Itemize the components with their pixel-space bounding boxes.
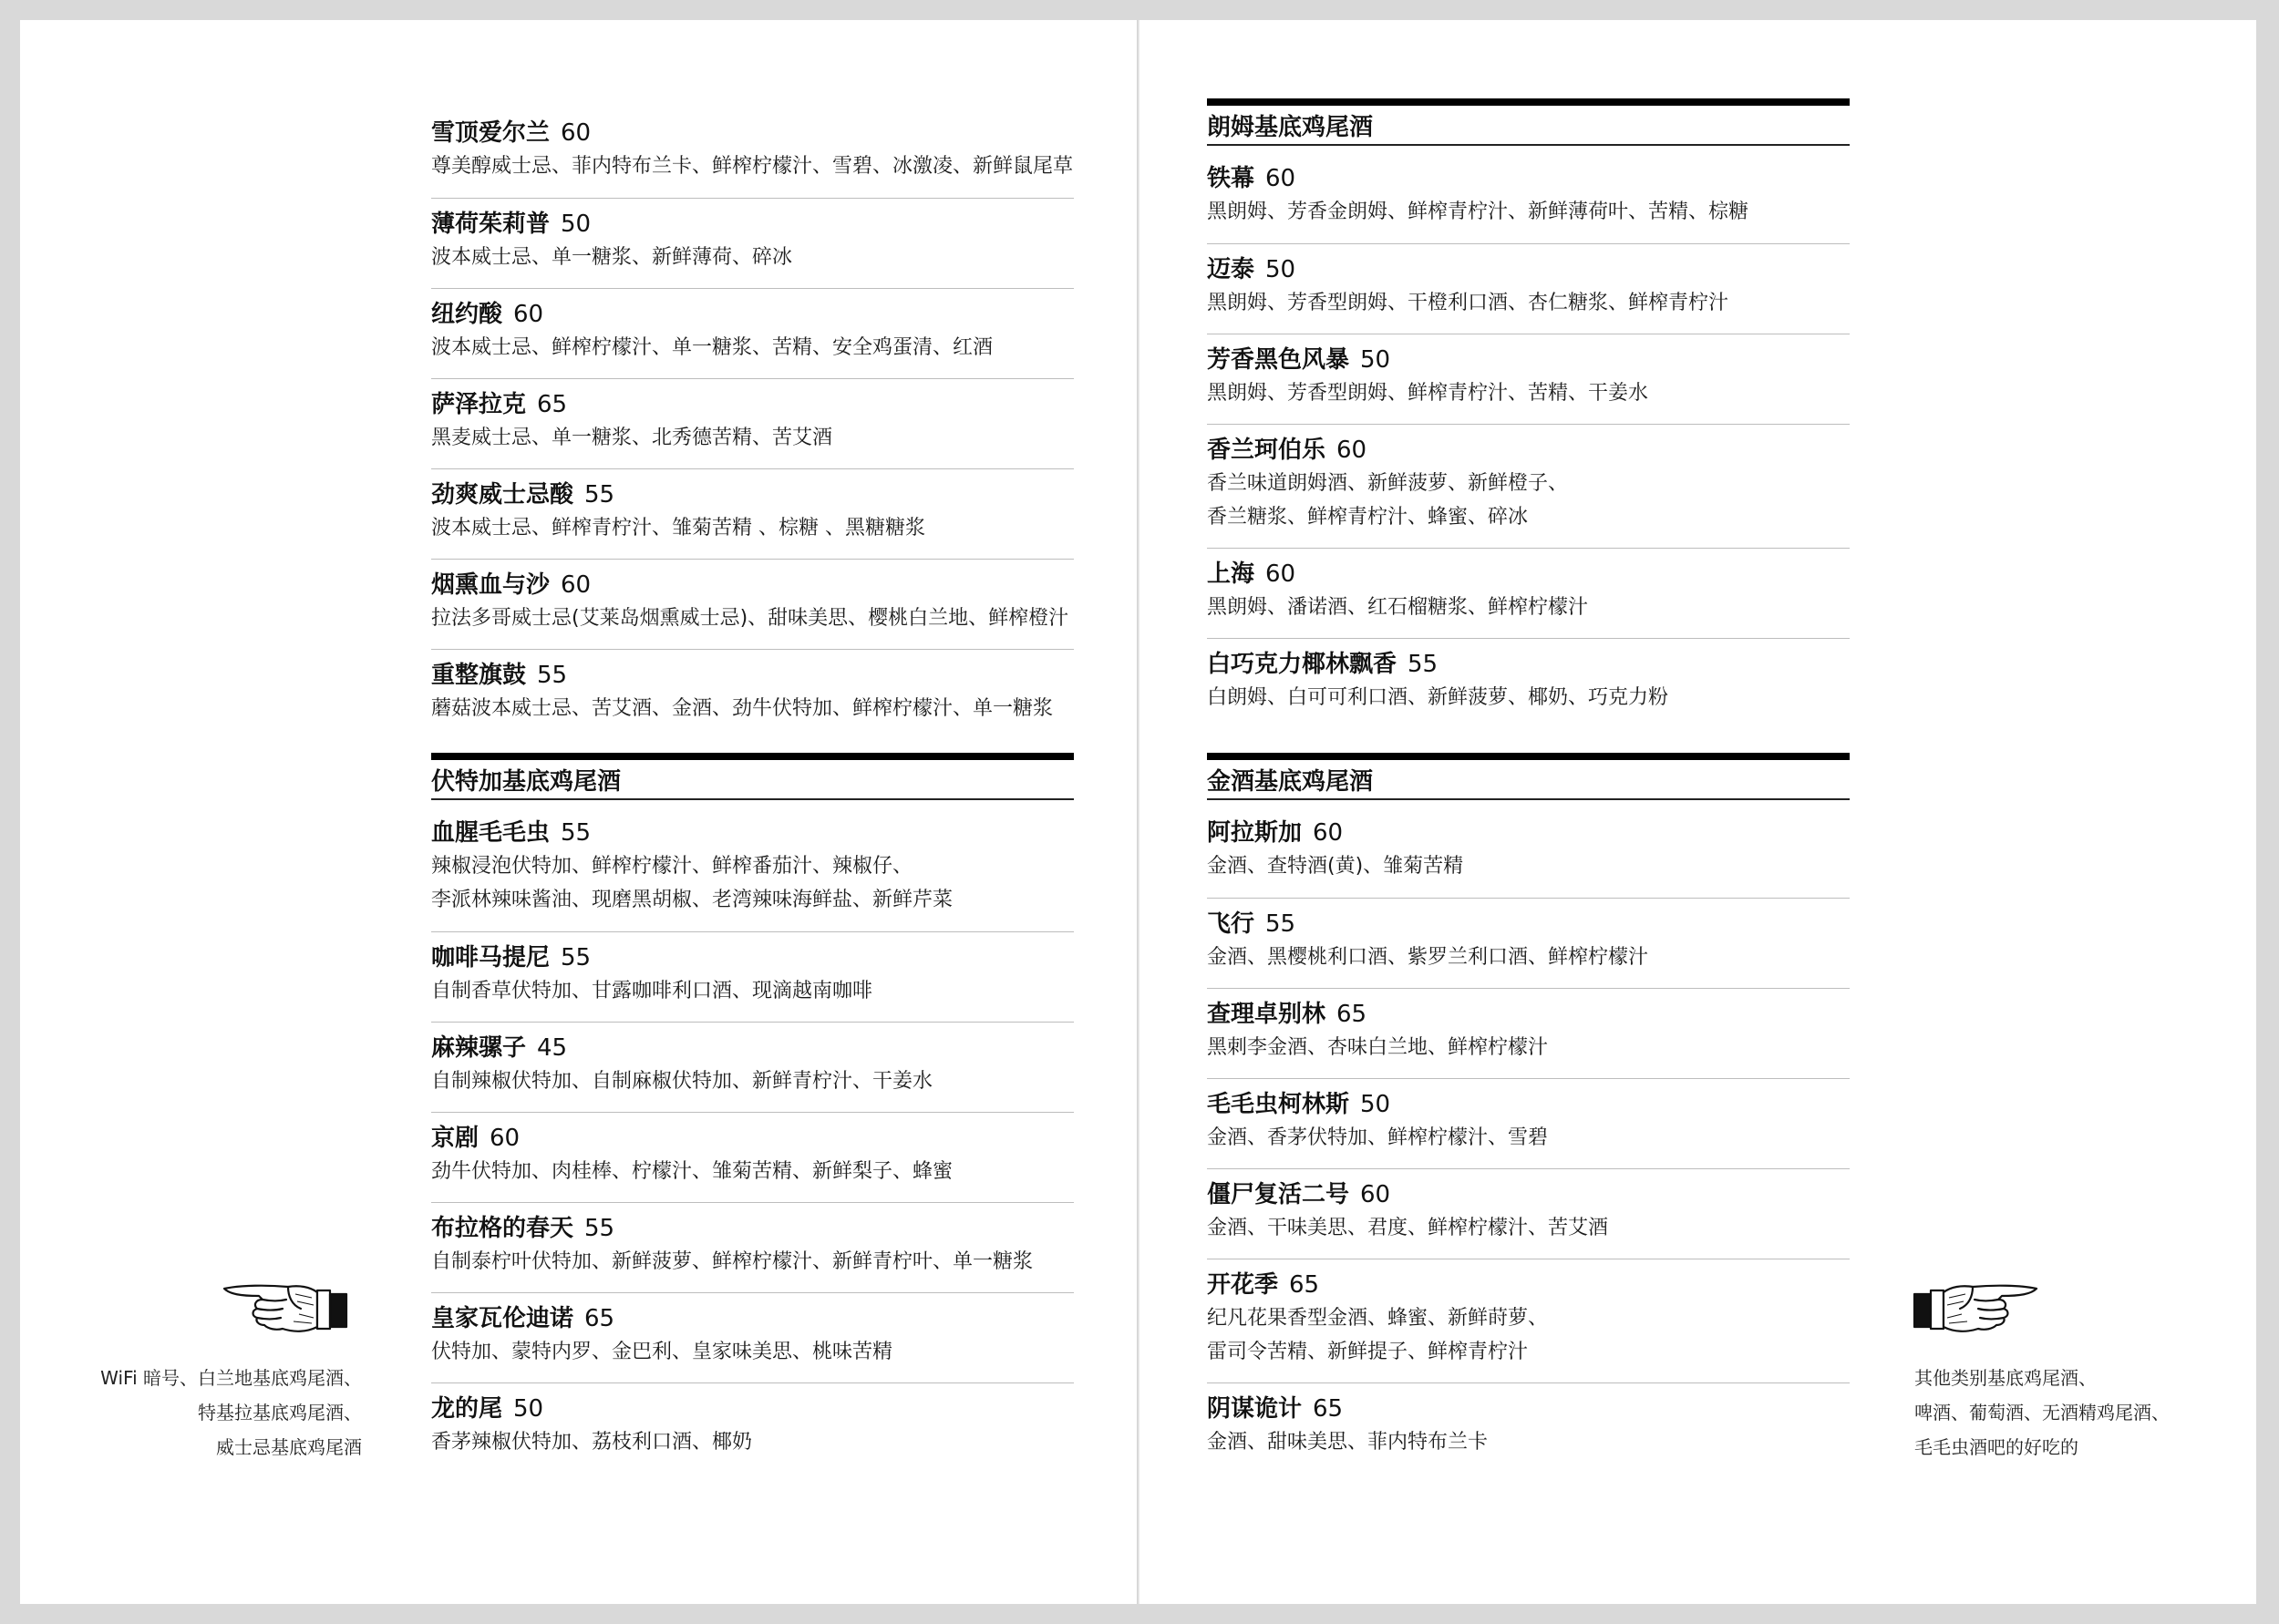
item-price: 50 (561, 211, 592, 238)
item-name: 阿拉斯加 (1207, 819, 1303, 847)
item-name: 上海 (1207, 560, 1255, 588)
side-note-line: 特基拉基底鸡尾酒、 (198, 1402, 362, 1424)
item-price: 65 (1289, 1271, 1320, 1299)
menu-item (431, 288, 1074, 378)
item-name: 薄荷茱莉普 (431, 211, 551, 238)
menu-item (431, 931, 1074, 1022)
item-description-line-2: 香兰糖浆、鲜榨青柠汁、蜂蜜、碎冰 (1207, 506, 1529, 529)
item-name: 香兰珂伯乐 (1207, 437, 1326, 464)
item-price: 60 (1336, 437, 1367, 464)
menu-item (431, 378, 1074, 468)
menu-item (1207, 548, 1850, 638)
section-title: 金酒基底鸡尾酒 (1207, 760, 1850, 800)
item-price: 60 (1313, 819, 1344, 847)
item-name: 烟熏血与沙 (431, 571, 551, 599)
menu-item (1207, 243, 1850, 334)
item-description: 蘑菇波本威士忌、苦艾酒、金酒、劲牛伏特加、鲜榨柠檬汁、单一糖浆 (431, 697, 1054, 720)
menu-item (1207, 1259, 1850, 1382)
menu-item (431, 559, 1074, 649)
menu-item (431, 1382, 1074, 1473)
item-price: 55 (584, 481, 615, 509)
item-price: 50 (1360, 1091, 1391, 1118)
item-name: 京剧 (431, 1125, 480, 1152)
item-description: 拉法多哥威士忌(艾莱岛烟熏威士忌)、甜味美思、樱桃白兰地、鲜榨橙汁 (431, 607, 1069, 630)
menu-item (1207, 988, 1850, 1078)
menu-item (1207, 807, 1850, 898)
item-description: 金酒、黑樱桃利口酒、紫罗兰利口酒、鲜榨柠檬汁 (1207, 946, 1649, 969)
item-name: 芳香黑色风暴 (1207, 346, 1350, 374)
item-description: 香兰味道朗姆酒、新鲜菠萝、新鲜橙子、 (1207, 472, 1569, 495)
item-description: 波本威士忌、鲜榨青柠汁、雏菊苦精 、棕糖 、黑糖糖浆 (431, 517, 925, 540)
menu-item (431, 1292, 1074, 1382)
item-description: 黑朗姆、芳香金朗姆、鲜榨青柠汁、新鲜薄荷叶、苦精、棕糖 (1207, 200, 1749, 223)
item-price: 55 (584, 1215, 615, 1242)
item-name: 劲爽威士忌酸 (431, 481, 574, 509)
item-description: 黑朗姆、芳香型朗姆、干橙利口酒、杏仁糖浆、鲜榨青柠汁 (1207, 292, 1729, 314)
whisky-list (431, 108, 1074, 739)
item-name: 血腥毛毛虫 (431, 819, 551, 847)
menu-item (1207, 1382, 1850, 1473)
item-description: 辣椒浸泡伏特加、鲜榨柠檬汁、鲜榨番茄汁、辣椒仔、 (431, 855, 913, 878)
item-name: 毛毛虫柯林斯 (1207, 1091, 1350, 1118)
item-name: 查理卓别林 (1207, 1001, 1326, 1028)
item-name: 白巧克力椰林飘香 (1207, 651, 1397, 678)
item-price: 65 (584, 1305, 615, 1332)
item-price: 50 (1265, 256, 1296, 283)
item-price: 45 (537, 1034, 568, 1062)
item-description: 劲牛伏特加、肉桂棒、柠檬汁、雏菊苦精、新鲜梨子、蜂蜜 (431, 1160, 954, 1183)
book-spine (1137, 20, 1140, 1604)
side-note-line: WiFi 暗号、白兰地基底鸡尾酒、 (100, 1367, 362, 1389)
side-note-line: 毛毛虫酒吧的好吃的 (1914, 1436, 2078, 1458)
item-price: 60 (561, 571, 592, 599)
item-description-line-2: 雷司令苦精、新鲜提子、鲜榨青柠汁 (1207, 1341, 1529, 1363)
item-price: 55 (561, 944, 592, 971)
item-description: 金酒、香茅伏特加、鲜榨柠檬汁、雪碧 (1207, 1126, 1549, 1149)
item-price: 55 (1408, 651, 1439, 678)
item-price: 60 (561, 119, 592, 147)
item-name: 迈泰 (1207, 256, 1255, 283)
menu-item (431, 1202, 1074, 1292)
item-description: 黑刺李金酒、杏味白兰地、鲜榨柠檬汁 (1207, 1036, 1549, 1059)
menu-item (1207, 153, 1850, 243)
menu-item (1207, 334, 1850, 424)
side-note-line: 其他类别基底鸡尾酒、 (1914, 1367, 2097, 1389)
side-note-right (1914, 1361, 2170, 1465)
menu-item (1207, 1168, 1850, 1259)
section-rule (1207, 98, 1850, 106)
item-description: 纪凡花果香型金酒、蜂蜜、新鲜莳萝、 (1207, 1307, 1549, 1330)
item-name: 雪顶爱尔兰 (431, 119, 551, 147)
section-title: 伏特加基底鸡尾酒 (431, 760, 1074, 800)
item-price: 50 (513, 1395, 544, 1423)
item-name: 僵尸复活二号 (1207, 1181, 1350, 1208)
item-description: 波本威士忌、鲜榨柠檬汁、单一糖浆、苦精、安全鸡蛋清、红酒 (431, 336, 994, 359)
side-note-line: 威士忌基底鸡尾酒 (216, 1436, 362, 1458)
item-price: 60 (1265, 165, 1296, 192)
menu-item (431, 198, 1074, 288)
item-price: 55 (537, 662, 568, 689)
item-price: 55 (1265, 910, 1296, 938)
item-name: 皇家瓦伦迪诺 (431, 1305, 574, 1332)
section-header (1207, 98, 1850, 146)
item-description: 金酒、查特酒(黄)、雏菊苦精 (1207, 855, 1464, 878)
menu-item (431, 1112, 1074, 1202)
item-description: 黑麦威士忌、单一糖浆、北秀德苦精、苦艾酒 (431, 427, 833, 449)
item-description: 波本威士忌、单一糖浆、新鲜薄荷、碎冰 (431, 246, 793, 269)
rum-section (1207, 98, 1850, 728)
item-name: 纽约酸 (431, 301, 503, 328)
section-rule (1207, 753, 1850, 760)
item-description: 尊美醇威士忌、菲内特布兰卡、鲜榨柠檬汁、雪碧、冰激凌、新鲜鼠尾草 (431, 155, 1074, 178)
gin-section (1207, 753, 1850, 1473)
pointing-hand-right-icon (222, 1278, 350, 1340)
item-name: 龙的尾 (431, 1395, 503, 1423)
item-description: 自制泰柠叶伏特加、新鲜菠萝、鲜榨柠檬汁、新鲜青柠叶、单一糖浆 (431, 1250, 1034, 1273)
menu-item (431, 468, 1074, 559)
item-description: 金酒、甜味美思、菲内特布兰卡 (1207, 1431, 1489, 1454)
item-price: 60 (1360, 1181, 1391, 1208)
item-price: 50 (1360, 346, 1391, 374)
item-description: 伏特加、蒙特内罗、金巴利、皇家味美思、桃味苦精 (431, 1341, 893, 1363)
item-name: 阴谋诡计 (1207, 1395, 1303, 1423)
menu-item (431, 807, 1074, 931)
section-rule (431, 753, 1074, 760)
pointing-hand-right-icon (1911, 1278, 2038, 1340)
menu-item (1207, 424, 1850, 548)
item-name: 开花季 (1207, 1271, 1279, 1299)
item-name: 重整旗鼓 (431, 662, 527, 689)
item-description: 金酒、干味美思、君度、鲜榨柠檬汁、苦艾酒 (1207, 1217, 1609, 1239)
section-header (1207, 753, 1850, 800)
item-name: 飞行 (1207, 910, 1255, 938)
item-price: 65 (1336, 1001, 1367, 1028)
item-name: 布拉格的春天 (431, 1215, 574, 1242)
item-description: 白朗姆、白可可利口酒、新鲜菠萝、椰奶、巧克力粉 (1207, 686, 1669, 709)
item-description: 黑朗姆、芳香型朗姆、鲜榨青柠汁、苦精、干姜水 (1207, 382, 1649, 405)
menu-item (1207, 1078, 1850, 1168)
section-title: 朗姆基底鸡尾酒 (1207, 106, 1850, 146)
item-price: 65 (1313, 1395, 1344, 1423)
item-price: 60 (1265, 560, 1296, 588)
item-description: 自制香草伏特加、甘露咖啡利口酒、现滴越南咖啡 (431, 980, 873, 1002)
item-price: 55 (561, 819, 592, 847)
menu-item (1207, 898, 1850, 988)
section-header (431, 753, 1074, 800)
menu-item (1207, 638, 1850, 728)
item-description: 黑朗姆、潘诺酒、红石榴糖浆、鲜榨柠檬汁 (1207, 596, 1589, 619)
item-price: 65 (537, 391, 568, 418)
menu-item (431, 108, 1074, 198)
vodka-section (431, 753, 1074, 1473)
menu-item (431, 649, 1074, 739)
menu-item (431, 1022, 1074, 1112)
item-price: 60 (513, 301, 544, 328)
item-description: 香茅辣椒伏特加、荔枝利口酒、椰奶 (431, 1431, 753, 1454)
item-name: 萨泽拉克 (431, 391, 527, 418)
item-description-line-2: 李派林辣味酱油、现磨黑胡椒、老湾辣味海鲜盐、新鲜芹菜 (431, 889, 954, 911)
side-note-line: 啤酒、葡萄酒、无酒精鸡尾酒、 (1914, 1402, 2170, 1424)
item-name: 铁幕 (1207, 165, 1255, 192)
item-description: 自制辣椒伏特加、自制麻椒伏特加、新鲜青柠汁、干姜水 (431, 1070, 933, 1093)
item-name: 咖啡马提尼 (431, 944, 551, 971)
side-note-left (100, 1361, 362, 1465)
item-name: 麻辣骡子 (431, 1034, 527, 1062)
item-price: 60 (490, 1125, 521, 1152)
